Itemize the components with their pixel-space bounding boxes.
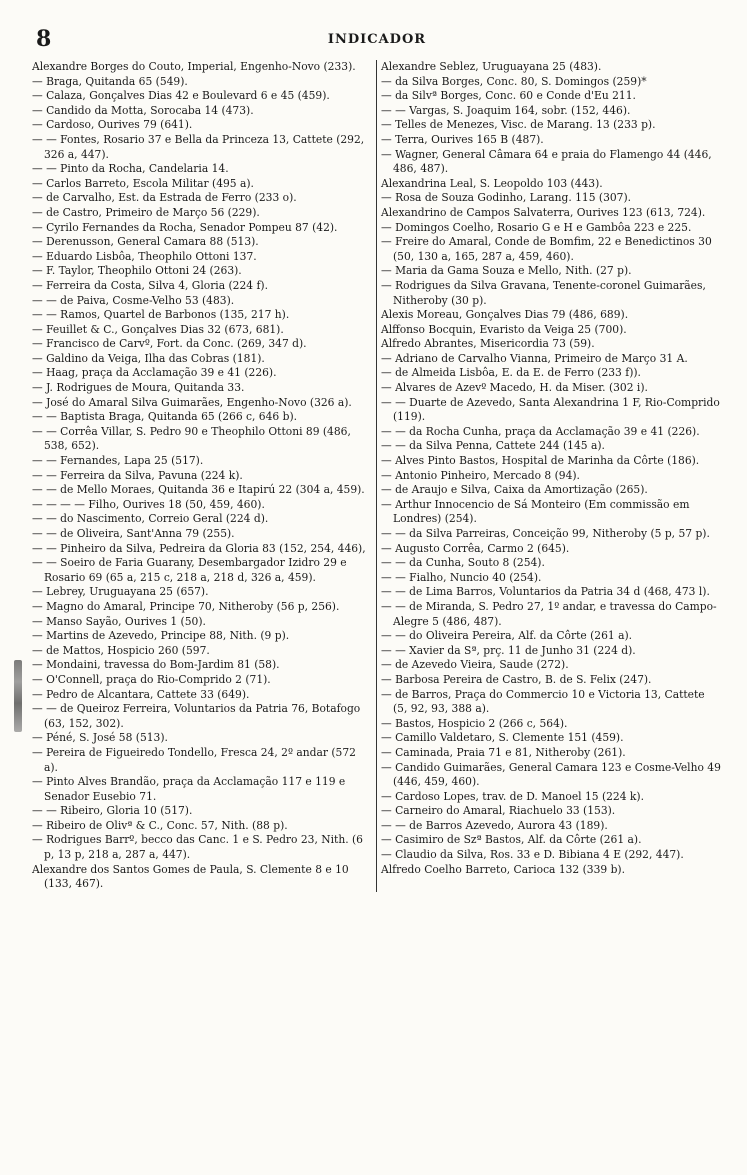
directory-entry: Alexandrina Leal, S. Leopoldo 103 (443). — [381, 176, 603, 190]
directory-entry: — O'Connell, praça do Rio-Comprido 2 (71). — [32, 672, 271, 686]
directory-entry: — — Vargas, S. Joaquim 164, sobr. (152, 446). — [381, 103, 631, 117]
directory-entry: — — Baptista Braga, Quitanda 65 (266 c, 646 b). — [32, 410, 298, 424]
directory-entry: — — Pinheiro da Silva, Pedreira da Gloria 83 (152, 254, 446), — [32, 541, 366, 555]
directory-entry: — Rodrigues da Silva Gravana, Tenente-coronel Guimarães, Nitheroby (30 p). — [381, 278, 706, 307]
directory-entry: Alfredo Abrantes, Misericordia 73 (59). — [381, 337, 595, 351]
directory-entry: — Magno do Amaral, Principe 70, Nitheroby (56 p, 256). — [32, 599, 340, 613]
directory-entry: — — de Oliveira, Sant'Anna 79 (255). — [32, 527, 235, 540]
directory-entry: Alexandre dos Santos Gomes de Paula, S. Clemente 8 e 10 (133, 467). — [32, 862, 349, 891]
directory-entry: — Ferreira da Costa, Silva 4, Gloria (224 f). — [32, 278, 268, 292]
directory-entry: — de Mattos, Hospicio 260 (597. — [32, 643, 210, 657]
directory-entry: — Augusto Corrêa, Carmo 2 (645). — [381, 541, 570, 555]
directory-entry: — Arthur Innocencio de Sá Monteiro (Em commissão em Londres) (254). — [381, 497, 690, 526]
directory-entry: — Galdino da Veiga, Ilha das Cobras (181). — [32, 351, 265, 365]
directory-entry: — Feuillet & C., Gonçalves Dias 32 (673, 681). — [32, 322, 284, 336]
directory-entry: — Barbosa Pereira de Castro, B. de S. Felix (247). — [381, 672, 652, 686]
directory-entry: — Cardoso, Ourives 79 (641). — [32, 118, 193, 132]
directory-entry: — Pinto Alves Brandão, praça da Acclamação 117 e 119 e Senador Eusebio 71. — [32, 775, 346, 803]
directory-entry: — Martins de Azevedo, Principe 88, Nith. (9 p). — [32, 629, 290, 643]
directory-entry: — Pereira de Figueiredo Tondello, Fresca 24, 2º andar (572 a). — [32, 745, 356, 774]
right-column — [377, 60, 722, 892]
directory-entry: — — da Silva Parreiras, Conceição 99, Nitheroby (5 p, 57 p). — [381, 527, 710, 540]
directory-entry: — José do Amaral Silva Guimarães, Engenho-Novo (326 a). — [32, 395, 352, 409]
directory-entry: — Carlos Barreto, Escola Militar (495 a). — [32, 176, 254, 190]
directory-entry: Alfredo Coelho Barreto, Carioca 132 (339 b). — [381, 862, 625, 876]
directory-entry: — da Silva Borges, Conc. 80, S. Domingos (259)* — [381, 74, 647, 88]
directory-entry: — da Silvª Borges, Conc. 60 e Conde d'Eu 211. — [381, 89, 636, 103]
directory-entry: — — de Queiroz Ferreira, Voluntarios da Patria 76, Botafogo (63, 152, 302). — [32, 702, 361, 730]
page-header — [32, 26, 722, 60]
directory-entry: — — Soeiro de Faria Guarany, Desembargador Izidro 29 e Rosario 69 (65 a, 215 c, 218 a, 218 d, 326 a, 459). — [32, 556, 347, 584]
directory-entry: — Domingos Coelho, Rosario G e H e Gambôa 223 e 225. — [381, 220, 692, 234]
directory-entry: — de Castro, Primeiro de Março 56 (229). — [32, 205, 260, 219]
directory-entry: — — Ramos, Quartel de Barbonos (135, 217 h). — [32, 308, 290, 322]
directory-entry: — Candido da Motta, Sorocaba 14 (473). — [32, 103, 254, 117]
directory-entry: — Alvares de Azevº Macedo, H. da Miser. (302 i). — [381, 381, 648, 395]
directory-entry: — — da Cunha, Souto 8 (254). — [381, 556, 545, 570]
directory-entry: — Haag, praça da Acclamação 39 e 41 (226). — [32, 366, 277, 380]
directory-entry: — Claudio da Silva, Ros. 33 e D. Bibiana 4 E (292, 447). — [381, 848, 684, 862]
directory-entry: — — do Oliveira Pereira, Alf. da Côrte (261 a). — [381, 629, 633, 643]
directory-entry: — Braga, Quitanda 65 (549). — [32, 74, 188, 88]
directory-entry: — — Corrêa Villar, S. Pedro 90 e Theophilo Ottoni 89 (486, 538, 652). — [32, 424, 351, 453]
directory-entry: — Bastos, Hospicio 2 (266 c, 564). — [381, 716, 568, 730]
directory-entry: — Wagner, General Câmara 64 e praia do Flamengo 44 (446, 486, 487). — [381, 147, 712, 176]
directory-entry: — — Ferreira da Silva, Pavuna (224 k). — [32, 468, 243, 482]
directory-entry: — Cardoso Lopes, trav. de D. Manoel 15 (224 k). — [381, 789, 644, 803]
directory-entry: — Casimiro de Szª Bastos, Alf. da Côrte (261 a). — [381, 833, 642, 847]
directory-entry: — — do Nascimento, Correio Geral (224 d). — [32, 512, 269, 526]
directory-entry: — de Araujo e Silva, Caixa da Amortização (265). — [381, 483, 648, 497]
directory-entry: Alexandrino de Campos Salvaterra, Ourives 123 (613, 724). — [381, 205, 706, 219]
directory-entry: Alexandre Borges do Couto, Imperial, Engenho-Novo (233). — [32, 60, 356, 73]
directory-entry: — Pedro de Alcantara, Cattete 33 (649). — [32, 687, 250, 701]
directory-entry: — Cyrilo Fernandes da Rocha, Senador Pompeu 87 (42). — [32, 220, 338, 234]
directory-entry: — Camillo Valdetaro, S. Clemente 151 (459). — [381, 731, 624, 745]
directory-page — [32, 26, 722, 892]
directory-entry: — de Almeida Lisbôa, E. da E. de Ferro (233 f)). — [381, 366, 641, 380]
directory-entry: — — da Silva Penna, Cattete 244 (145 a). — [381, 439, 605, 453]
directory-entry: — — Ribeiro, Gloria 10 (517). — [32, 804, 193, 818]
running-title: INDICADOR — [327, 32, 427, 47]
directory-entry: — Terra, Ourives 165 B (487). — [381, 132, 544, 146]
directory-entry: — Adriano de Carvalho Vianna, Primeiro de Março 31 A. — [381, 351, 688, 365]
directory-entry: — — — — Filho, Ourives 18 (50, 459, 460). — [32, 497, 265, 511]
directory-entry: — — de Mello Moraes, Quitanda 36 e Itapirú 22 (304 a, 459). — [32, 483, 365, 497]
directory-entry: — de Azevedo Vieira, Saude (272). — [381, 658, 569, 672]
directory-entry: — Alves Pinto Bastos, Hospital de Marinha da Côrte (186). — [381, 454, 700, 468]
directory-entry: — Antonio Pinheiro, Mercado 8 (94). — [381, 468, 580, 482]
directory-entry: — — Fontes, Rosario 37 e Bella da Princeza 13, Cattete (292, 326 a, 447). — [32, 132, 365, 161]
directory-entry: — Telles de Menezes, Visc. de Marang. 13 (233 p). — [381, 118, 656, 132]
directory-entry: — Eduardo Lisbôa, Theophilo Ottoni 137. — [32, 249, 257, 263]
directory-entry: Alffonso Bocquin, Evaristo da Veiga 25 (700). — [381, 322, 627, 336]
directory-entry: — Lebrey, Uruguayana 25 (657). — [32, 585, 209, 599]
directory-entry: — de Carvalho, Est. da Estrada de Ferro (233 o). — [32, 191, 297, 205]
directory-entry: — — Pinto da Rocha, Candelaria 14. — [32, 162, 229, 176]
directory-entry: — Calaza, Gonçalves Dias 42 e Boulevard 6 e 45 (459). — [32, 89, 330, 103]
directory-entry: — de Barros, Praça do Commercio 10 e Victoria 13, Cattete (5, 92, 93, 388 a). — [381, 687, 705, 716]
directory-entry: — Rodrigues Barrº, becco das Canc. 1 e S. Pedro 23, Nith. (6 p, 13 p, 218 a, 287 a, 447). — [32, 833, 363, 862]
left-column — [32, 60, 377, 892]
directory-entry: Alexandre Seblez, Uruguayana 25 (483). — [381, 60, 602, 73]
directory-entry: — — de Paiva, Cosme-Velho 53 (483). — [32, 293, 235, 307]
directory-entry: — Maria da Gama Souza e Mello, Nith. (27 p). — [381, 264, 632, 278]
page-number: 8 — [36, 26, 52, 52]
directory-entry: — F. Taylor, Theophilo Ottoni 24 (263). — [32, 264, 242, 278]
two-column-body — [32, 60, 722, 892]
directory-entry: — Rosa de Souza Godinho, Larang. 115 (307). — [381, 191, 632, 205]
directory-entry: — — de Lima Barros, Voluntarios da Patria 34 d (468, 473 l). — [381, 585, 710, 599]
directory-entry: — Freire do Amaral, Conde de Bomfim, 22 e Benedictinos 30 (50, 130 a, 165, 287 a, 459, 460). — [381, 235, 712, 263]
directory-entry: — Carneiro do Amaral, Riachuelo 33 (153). — [381, 804, 616, 818]
directory-entry: — — Fialho, Nuncio 40 (254). — [381, 570, 542, 584]
margin-stamp-mark — [14, 660, 22, 732]
directory-entry: — Péné, S. José 58 (513). — [32, 731, 168, 745]
directory-entry: — Ribeiro de Olivª & C., Conc. 57, Nith. (88 p). — [32, 818, 288, 832]
directory-entry: — — Fernandes, Lapa 25 (517). — [32, 454, 204, 468]
directory-entry: — — da Rocha Cunha, praça da Acclamação 39 e 41 (226). — [381, 424, 700, 438]
directory-entry: — — Xavier da Sª, prç. 11 de Junho 31 (224 d). — [381, 643, 636, 657]
directory-entry: — — Duarte de Azevedo, Santa Alexandrina 1 F, Rio-Comprido (119). — [381, 395, 720, 424]
directory-entry: — — de Barros Azevedo, Aurora 43 (189). — [381, 818, 608, 832]
directory-entry: — Caminada, Praia 71 e 81, Nitheroby (261). — [381, 745, 626, 759]
directory-entry: — Francisco de Carvº, Fort. da Conc. (269, 347 d). — [32, 337, 307, 351]
directory-entry: — J. Rodrigues de Moura, Quitanda 33. — [32, 381, 245, 395]
directory-entry: Alexis Moreau, Gonçalves Dias 79 (486, 689). — [381, 308, 629, 322]
directory-entry: — Candido Guimarães, General Camara 123 e Cosme-Velho 49 (446, 459, 460). — [381, 760, 721, 789]
directory-entry: — — de Miranda, S. Pedro 27, 1º andar, e travessa do Campo-Alegre 5 (486, 487). — [381, 599, 717, 628]
directory-entry: — Manso Sayão, Ourives 1 (50). — [32, 614, 206, 628]
directory-entry: — Mondaini, travessa do Bom-Jardim 81 (58). — [32, 658, 280, 672]
directory-entry: — Derenusson, General Camara 88 (513). — [32, 235, 259, 249]
